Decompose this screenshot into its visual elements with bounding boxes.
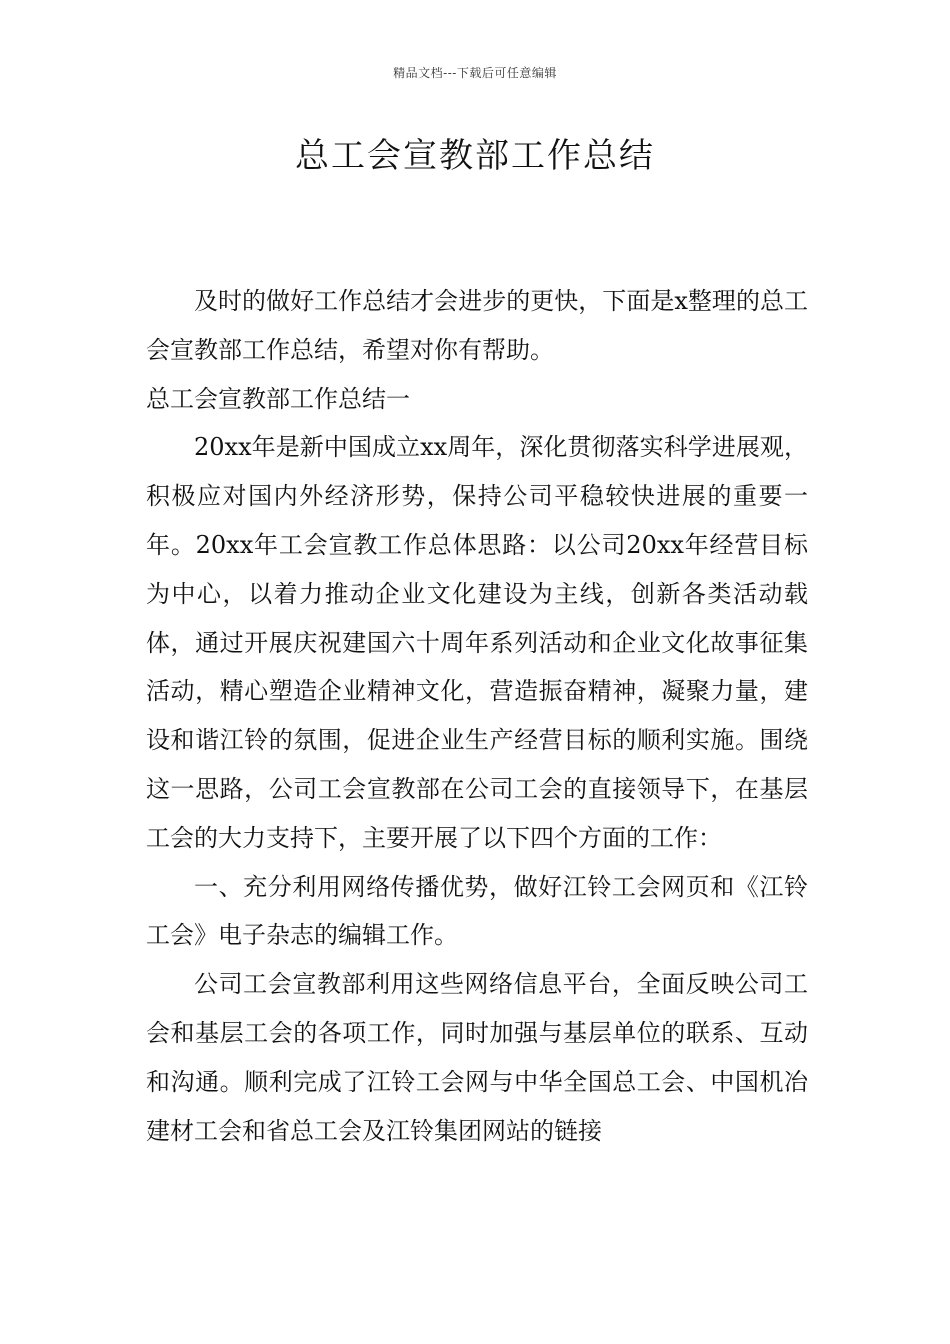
section-heading: 总工会宣教部工作总结一 xyxy=(146,384,410,413)
document-title: 总工会宣教部工作总结 xyxy=(295,136,655,176)
header-note: 精品文档---下载后可任意编辑 xyxy=(393,66,557,80)
subsection-heading: 一、充分利用网络传播优势，做好江铃工会网页和《江铃工会》电子杂志的编辑工作。 xyxy=(146,872,808,950)
intro-paragraph: 及时的做好工作总结才会进步的更快，下面是x整理的总工会宣教部工作总结，希望对你有帮助。 xyxy=(146,287,808,364)
body-paragraph: 20xx年是新中国成立xx周年，深化贯彻落实科学进展观，积极应对国内外经济形势，保持公司平稳较快进展的重要一年。20xx年工会宣教工作总体思路：以公司20xx年经营目标为中心，以着力推动企业文化建设为主线，创新各类活动载体，通过开展庆祝建国六十周年系列活动和企业文化故事征集活动，精心塑造企业精神文化，营造振奋精神，凝聚力量，建设和谐江铃的氛围，促进企业生产经营目标的顺利实施。围绕这一思路，公司工会宣教部在公司工会的直接领导下，在基层工会的大力支持下，主要开展了以下四个方面的工作： xyxy=(146,433,808,852)
document-body xyxy=(146,277,808,1155)
body-paragraph: 公司工会宣教部利用这些网络信息平台，全面反映公司工会和基层工会的各项工作，同时加强与基层单位的联系、互动和沟通。顺利完成了江铃工会网与中华全国总工会、中国机冶建材工会和省总工会及江铃集团网站的链接 xyxy=(146,970,808,1145)
